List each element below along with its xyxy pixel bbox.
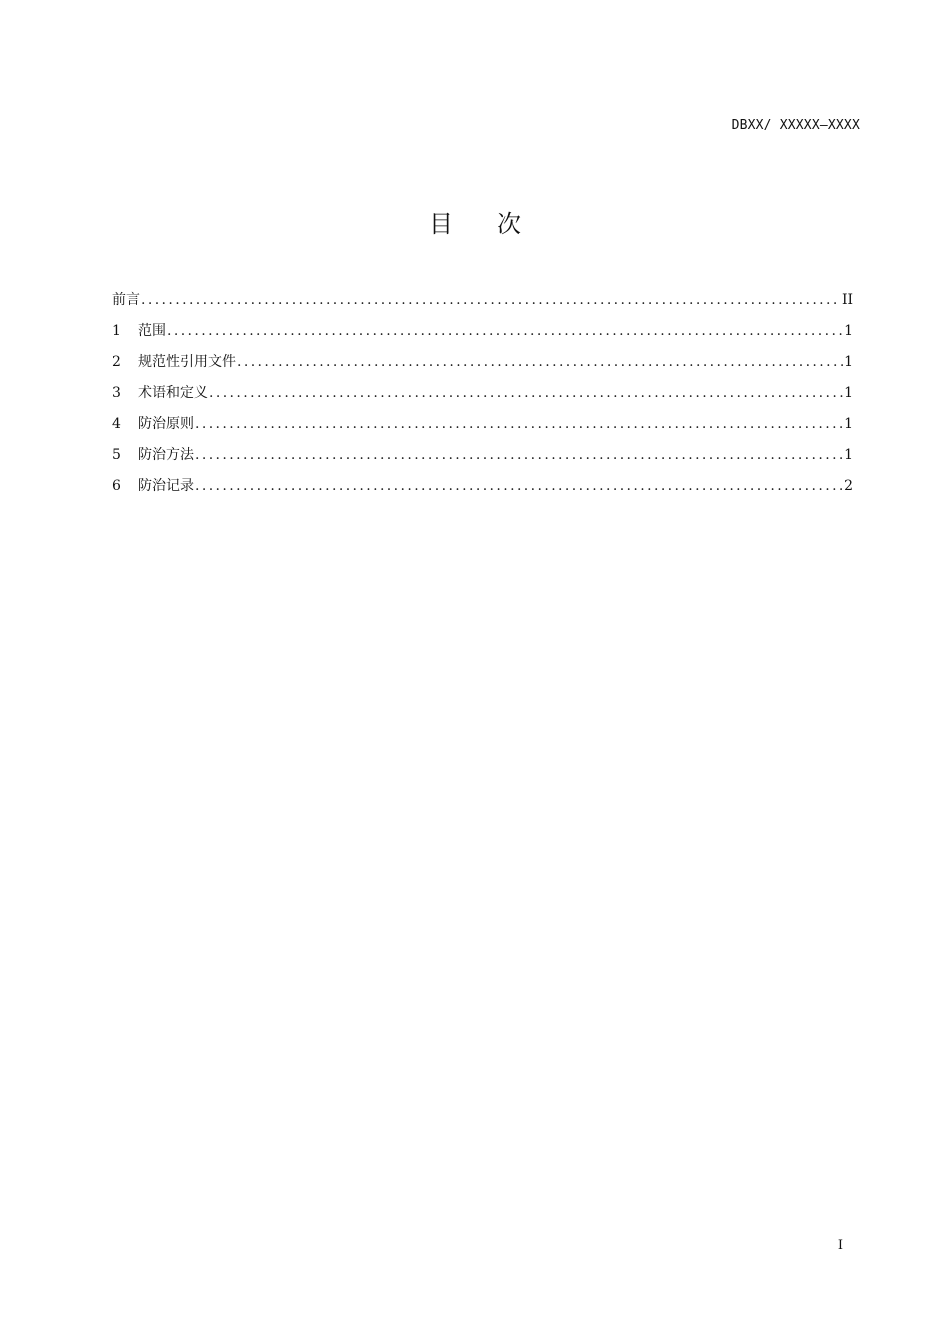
toc-entry-terms-definitions[interactable] [112,378,853,409]
toc-entry-label: 防治方法 [138,447,194,463]
toc-entry-label: 范围 [138,323,166,339]
toc-entry-control-methods[interactable] [112,440,853,471]
toc-entry-label: 防治记录 [138,478,194,494]
toc-entry-normative-references[interactable] [112,347,853,378]
page-number: I [837,1238,843,1253]
toc-leader-dots [237,347,843,378]
toc-entry-page: 2 [844,478,853,494]
toc-entry-number: 2 [112,354,121,370]
toc-entry-page: II [841,292,853,308]
toc-entry-label: 前言 [112,292,140,308]
toc-entry-page: 1 [844,323,853,339]
toc-entry-label: 规范性引用文件 [138,354,236,370]
toc-title [0,206,950,242]
toc-entry-page: 1 [844,354,853,370]
document-code: DBXX/ XXXXX—XXXX [731,118,860,133]
toc-entry-foreword[interactable] [112,285,853,316]
toc-title-part: 目 [429,210,453,238]
toc-leader-dots [195,440,843,471]
toc-entry-number: 6 [112,478,121,494]
toc-leader-dots [141,285,841,316]
toc-entry-control-principles[interactable] [112,409,853,440]
toc-leader-dots [195,471,843,502]
toc-entry-number: 3 [112,385,121,401]
toc-entry-label: 防治原则 [138,416,194,432]
toc-entry-scope[interactable] [112,316,853,347]
toc-entry-page: 1 [844,385,853,401]
toc-leader-dots [167,316,843,347]
toc-entry-number: 5 [112,447,121,463]
toc-entry-number: 4 [112,416,121,432]
toc-entry-label: 术语和定义 [138,385,208,401]
toc-leader-dots [195,409,843,440]
table-of-contents [112,285,853,502]
toc-entry-control-records[interactable] [112,471,853,502]
toc-entry-page: 1 [844,447,853,463]
toc-title-part: 次 [497,210,521,238]
toc-entry-page: 1 [844,416,853,432]
toc-leader-dots [209,378,843,409]
toc-entry-number: 1 [112,323,121,339]
